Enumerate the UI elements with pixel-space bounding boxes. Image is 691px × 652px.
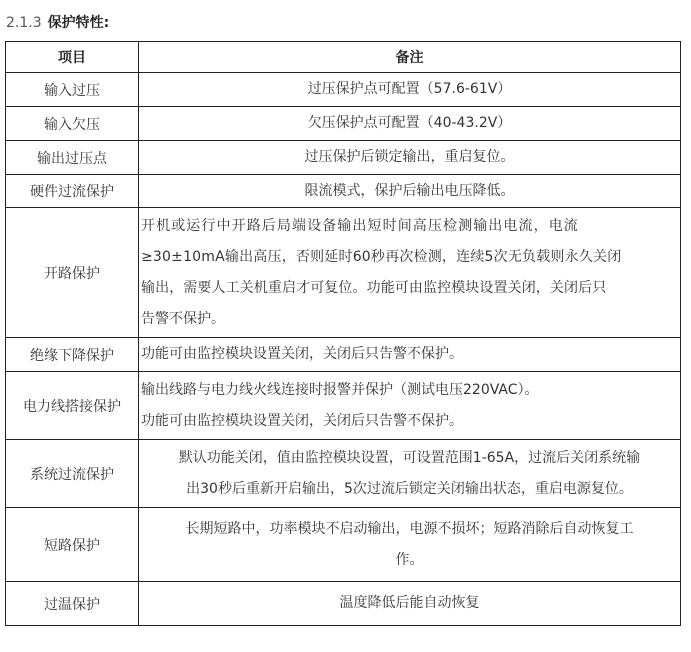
note-line: 功能可由监控模块设置关闭，关闭后只告警不保护。 [141,346,463,362]
row-item-cell: 硬件过流保护 [6,175,139,208]
note-line: 欠压保护点可配置（40-43.2V） [307,115,512,131]
row-note-cell [139,208,681,338]
row-note-cell [139,175,681,208]
section-heading [6,12,109,34]
column-header-note: 备注 [139,42,681,73]
table-row [6,440,681,508]
note-line: 过压保护后锁定输出，重启复位。 [304,149,515,165]
row-item-cell: 系统过流保护 [6,440,139,508]
note-line: 功能可由监控模块设置关闭，关闭后只告警不保护。 [141,412,463,429]
note-line: 出30秒后重新开启输出，5次过流后锁定关闭输出状态，重启电源复位。 [186,480,633,497]
row-note-cell [139,107,681,141]
table-row [6,107,681,141]
column-header-item: 项目 [6,42,139,73]
row-item-cell: 开路保护 [6,208,139,338]
row-note-cell [139,440,681,508]
row-note-cell [139,141,681,175]
note-line: 作。 [395,551,424,568]
row-note-cell [139,338,681,372]
note-line: 默认功能关闭，值由监控模块设置，可设置范围1-65A，过流后关闭系统输 [178,449,641,466]
row-item-cell: 输入过压 [6,73,139,107]
row-item-cell: 输出过压点 [6,141,139,175]
row-item-cell: 输入欠压 [6,107,139,141]
note-line: 开机或运行中开路后局端设备输出短时间高压检测输出电流，电流 [141,217,579,234]
row-note-cell [139,372,681,440]
table-row [6,508,681,582]
note-line: 限流模式，保护后输出电压降低。 [304,182,515,199]
note-line: 输出线路与电力线火线连接时报警并保护（测试电压220VAC）。 [141,381,539,398]
note-line: 温度降低后能自动恢复 [339,595,480,611]
section-number: 2.1.3 [6,15,42,31]
section-title: 保护特性: [47,15,110,31]
row-item-cell: 电力线搭接保护 [6,372,139,440]
table-row [6,175,681,208]
row-item-cell: 绝缘下降保护 [6,338,139,372]
row-note-cell [139,582,681,626]
table-header-row [6,42,681,73]
table-row [6,338,681,372]
note-line: 过压保护点可配置（57.6-61V） [307,81,512,97]
row-note-cell [139,508,681,582]
table-row [6,372,681,440]
table-row [6,73,681,107]
note-line: ≥30±10mA输出高压，否则延时60秒再次检测，连续5次无负载则永久关闭 [141,248,622,265]
note-line: 长期短路中，功率模块不启动输出，电源不损坏；短路消除后自动恢复工 [185,520,634,537]
note-line: 输出，需要人工关机重启才可复位。功能可由监控模块设置关闭，关闭后只 [141,279,607,296]
table-row [6,141,681,175]
protection-spec-table [5,41,681,626]
row-note-cell [139,73,681,107]
row-item-cell: 短路保护 [6,508,139,582]
note-line: 告警不保护。 [141,310,225,327]
row-item-cell: 过温保护 [6,582,139,626]
table-row [6,582,681,626]
table-row [6,208,681,338]
